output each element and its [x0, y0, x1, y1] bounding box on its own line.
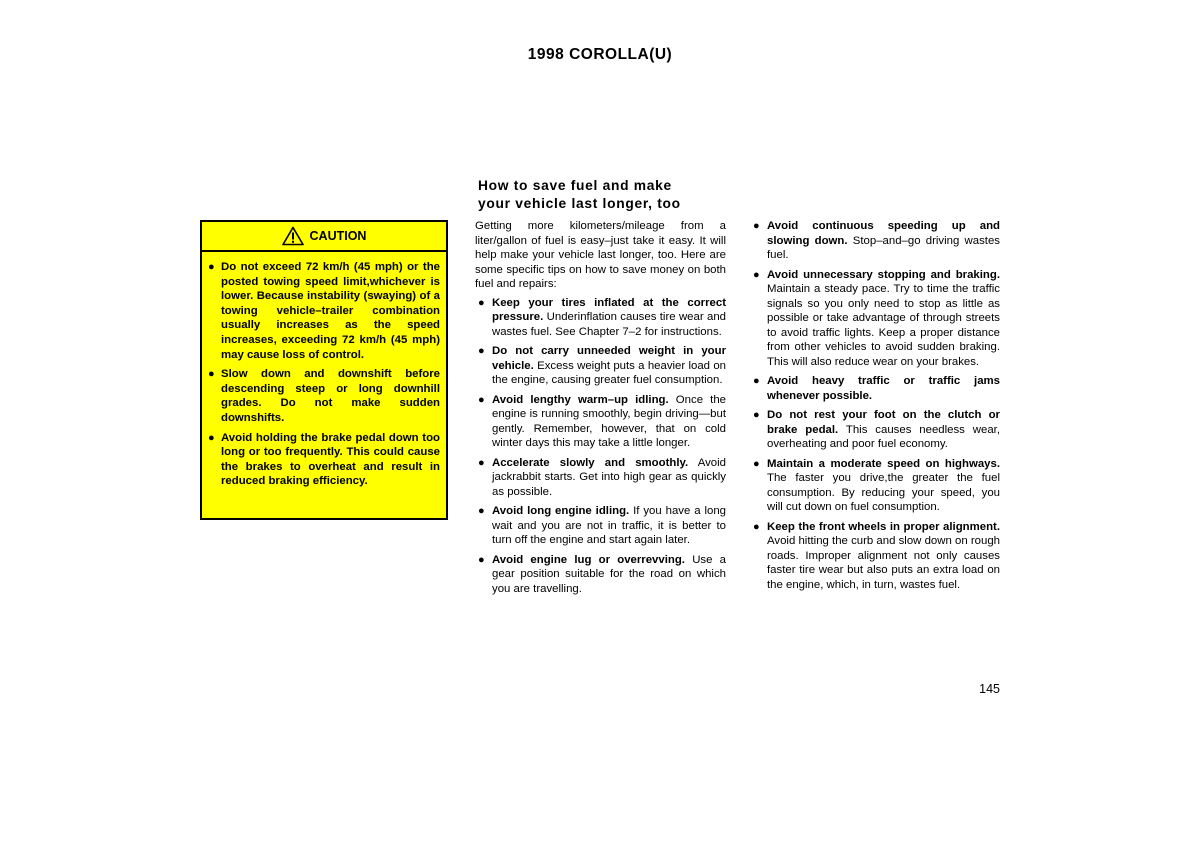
tip-body: Once the engine is running smoothly, begin driving—but gently. Remember, however, that on cold winter days this may take a little longer. — [492, 393, 726, 449]
tip-title: Avoid engine lug or overrevving. — [492, 553, 685, 566]
bullet-icon: ● — [478, 456, 485, 469]
tip-title: Keep the front wheels in proper alignment. — [767, 520, 1000, 533]
warning-triangle-icon — [282, 226, 304, 246]
caution-header — [202, 222, 446, 252]
bullet-icon: ● — [208, 368, 215, 381]
bullet-icon: ● — [753, 375, 760, 387]
tip-body: Use a gear position suitable for the road on which you are travelling. — [492, 553, 726, 595]
bullet-icon: ● — [208, 261, 215, 273]
tips-column-left — [475, 219, 726, 601]
tip-body: The faster you drive,the greater the fuel consumption. By reducing your speed, you will cut down on fuel consumption. — [767, 472, 1000, 513]
caution-label: CAUTION — [309, 229, 367, 243]
tip-title: Avoid long engine idling. — [492, 505, 630, 517]
tip-title: Do not rest your foot on the clutch or brake pedal. — [767, 409, 1000, 436]
tip-body: Avoid hitting the curb and slow down on rough roads. Improper alignment not only causes faster tire wear but also puts an extra load on the engine, which, in turn, wastes fuel. — [767, 535, 1000, 591]
tips-list-left — [475, 296, 726, 597]
tips-list-right — [753, 219, 1000, 592]
tip-item — [753, 457, 1000, 515]
bullet-icon: ● — [478, 553, 485, 566]
tip-title: Keep your tires inflated at the correct pressure. — [492, 296, 726, 323]
section-title-line: How to save fuel and make — [478, 178, 672, 193]
tip-title: Do not carry unneeded weight in your vehicle. — [492, 345, 726, 372]
bullet-icon: ● — [753, 520, 760, 533]
bullet-icon: ● — [753, 457, 760, 470]
tip-body: Underinflation causes tire wear and wastes fuel. See Chapter 7–2 for instructions. — [492, 311, 726, 338]
tip-title: Avoid unnecessary stopping and braking. — [767, 268, 1000, 281]
tip-item — [475, 344, 726, 388]
caution-item-text: Slow down and downshift before descending steep or long downhill grades. Do not make sudden downshifts. — [221, 368, 440, 424]
tip-item — [753, 219, 1000, 263]
caution-item-text: Do not exceed 72 km/h (45 mph) or the posted towing speed limit,whichever is lower. Because instability (swaying) of a towing vehicle–trailer combination usually increases as the speed increases, exceeding 72 km/h (45 mph) may cause loss of control. — [221, 261, 440, 361]
tips-column-right — [753, 219, 1000, 597]
bullet-icon: ● — [753, 409, 760, 421]
bullet-icon: ● — [478, 505, 485, 517]
document-header-title: 1998 COROLLA(U) — [527, 46, 673, 63]
bullet-icon: ● — [478, 296, 485, 309]
tip-title: Avoid lengthy warm–up idling. — [492, 393, 669, 406]
caution-box — [200, 220, 448, 520]
caution-item — [208, 260, 440, 362]
bullet-icon: ● — [753, 268, 760, 281]
tip-item — [475, 393, 726, 451]
section-intro: Getting more kilometers/mileage from a liter/gallon of fuel is easy–just take it easy. It will help make your vehicle last longer, too. Here are some specific tips on how to save money on both fuel and repairs: — [475, 220, 726, 290]
caution-item-text: Avoid holding the brake pedal down too long or too frequently. This could cause the brakes to overheat and result in reduced braking efficiency. — [221, 431, 440, 488]
tip-item — [475, 296, 726, 340]
tip-title: Accelerate slowly and smoothly. — [492, 456, 689, 469]
tip-item — [475, 456, 726, 500]
caution-item — [208, 367, 440, 425]
tip-body: Avoid jackrabbit starts. Get into high gear as quickly as possible. — [492, 456, 727, 498]
tip-item — [753, 374, 1000, 403]
caution-item — [208, 431, 440, 489]
bullet-icon: ● — [478, 393, 485, 406]
section-title — [478, 177, 728, 212]
bullet-icon: ● — [208, 431, 215, 444]
tip-body: This causes needless wear, overheating and poor fuel economy. — [767, 423, 1000, 450]
tip-title: Maintain a moderate speed on highways. — [767, 457, 1000, 470]
bullet-icon: ● — [478, 345, 485, 357]
tip-title: Avoid continuous speeding up and slowing down. — [767, 220, 1000, 247]
caution-list — [202, 252, 446, 489]
page-number: 145 — [979, 682, 1000, 696]
tip-body: Excess weight puts a heavier load on the engine, causing greater fuel consumption. — [492, 359, 726, 386]
tip-item — [753, 268, 1000, 370]
tip-body: Maintain a steady pace. Try to time the traffic signals so you only need to stop as little as possible or take advantage of through streets to avoid traffic lights. Keep a proper distance from other vehicles to avoid sudden braking. This will also reduce wear on your brakes. — [767, 283, 1000, 368]
tip-body: If you have a long wait and you are not in traffic, it is better to turn off the engine and start again later. — [492, 505, 726, 546]
tip-item — [475, 504, 726, 548]
tip-body: Stop–and–go driving wastes fuel. — [767, 234, 1000, 261]
tip-item — [753, 408, 1000, 452]
tip-item — [475, 553, 726, 597]
tip-item — [753, 520, 1000, 593]
tip-title: Avoid heavy traffic or traffic jams whenever possible. — [767, 375, 1000, 402]
section-title-line: your vehicle last longer, too — [478, 195, 681, 211]
bullet-icon: ● — [753, 220, 760, 232]
